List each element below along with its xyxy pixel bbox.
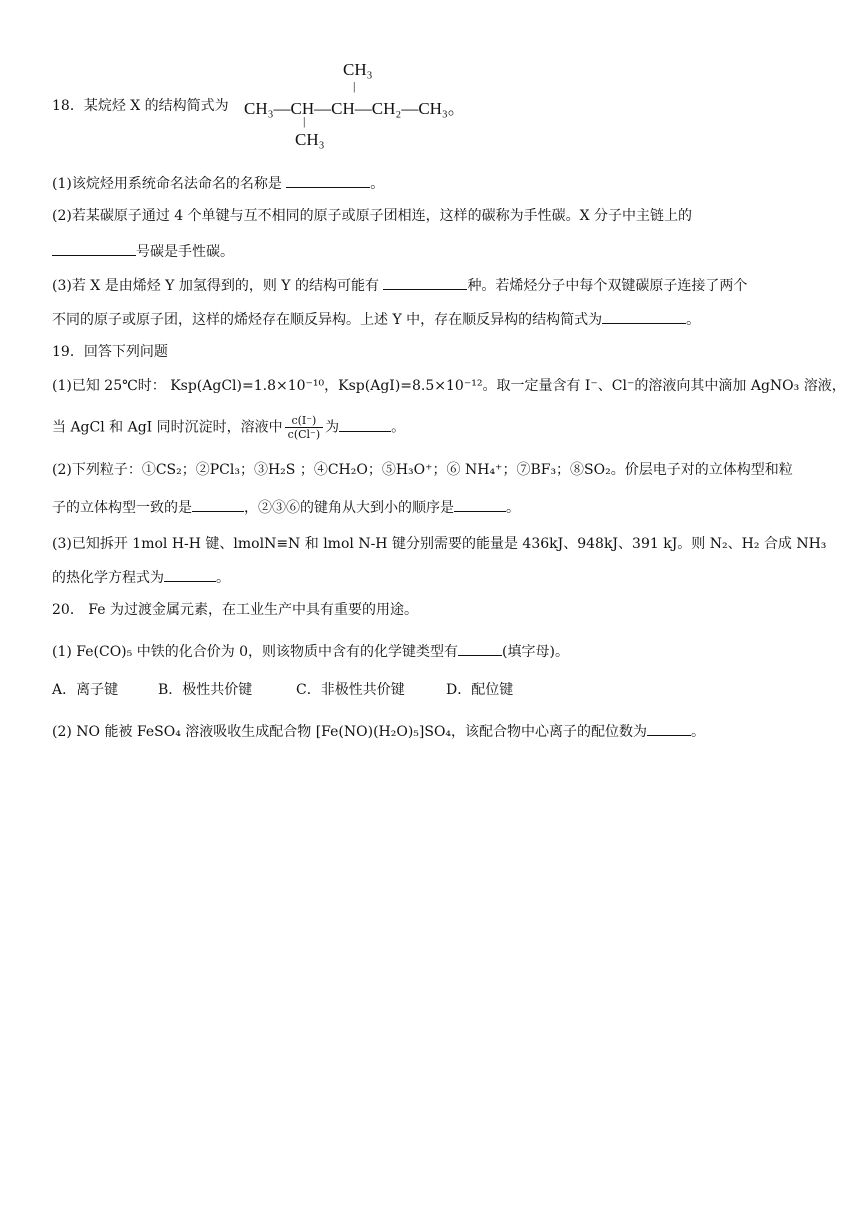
structure-top-bond: |	[353, 79, 356, 93]
structure-chain-text: CH₃—CH—CH—CH₂—CH₃	[244, 99, 448, 118]
option-c[interactable]: C．非极性共价键	[296, 682, 405, 698]
q18-p3b-text: 不同的原子或原子团，这样的烯烃存在顺反异构。上述 Y 中，存在顺反异构的结构简式为	[52, 312, 603, 328]
q18-stem	[52, 96, 229, 116]
q18-part1	[52, 172, 384, 194]
q19-p1b-end: 为	[325, 419, 340, 436]
q20-part2	[52, 720, 705, 742]
q20-part1	[52, 640, 569, 662]
q18-part3-line2	[52, 308, 700, 330]
fraction-numerator: c(I⁻)	[285, 414, 323, 428]
q18-p3-mid: 种。若烯烃分子中每个双键碳原子连接了两个	[467, 278, 748, 294]
option-d[interactable]: D．配位键	[446, 682, 514, 698]
q19-p2b-mid: ，②③⑥的键角从大到小的顺序是	[244, 500, 454, 516]
q20-title: 20． Fe 为过渡金属元素，在工业生产中具有重要的用途。	[52, 602, 418, 618]
q20-options	[52, 680, 513, 700]
structure-bottom-bond: |	[303, 114, 306, 128]
answer-blank[interactable]	[602, 308, 686, 324]
q19-part3-line1: (3)已知拆开 1mol H-H 键、lmolN≡N 和 lmol N-H 键分别需要的能量是 436kJ、948kJ、391 kJ。则 N₂、H₂ 合成 NH₃	[52, 536, 827, 552]
answer-blank[interactable]	[647, 720, 691, 736]
structure-end: 。	[447, 99, 465, 118]
q18-p2-end: 号碳是手性碳。	[136, 244, 234, 260]
q18-p3-text: (3)若 X 是由烯烃 Y 加氢得到的，则 Y 的结构可能有	[52, 278, 384, 294]
answer-blank[interactable]	[52, 240, 136, 256]
concentration-fraction	[285, 414, 323, 441]
structure-top-methyl: CH₃	[343, 60, 373, 79]
q20-p2-end: 。	[691, 724, 706, 740]
structure-main-chain	[244, 94, 465, 119]
q19-part2-line1: (2)下列粒子：①CS₂；②PCl₃；③H₂S ；④CH₂O；⑤H₃O⁺；⑥ NH₄⁺；⑦BF₃；⑧SO₂。价层电子对的立体构型和粒	[52, 462, 793, 478]
q18-p1-end: 。	[370, 176, 385, 192]
q20-p1-text: (1) Fe(CO)₅ 中铁的化合价为 0，则该物质中含有的化学键类型有	[52, 644, 459, 660]
q19-p1b-period: 。	[391, 419, 406, 436]
structure-bottom-methyl: CH₃	[295, 130, 325, 149]
option-b[interactable]: B．极性共价键	[158, 682, 253, 698]
answer-blank[interactable]	[339, 416, 391, 432]
answer-blank[interactable]	[454, 496, 506, 512]
q19-p3b-end: 。	[216, 570, 230, 586]
q19-part1-line1: (1)已知 25℃时： Ksp(AgCl)=1.8×10⁻¹⁰，Ksp(AgI)=8.5×10⁻¹²。取一定量含有 I⁻、Cl⁻的溶液向其中滴加 AgNO₃ 溶液，	[52, 378, 846, 394]
q18-p1-text: (1)该烷烃用系统命名法命名的名称是	[52, 176, 287, 192]
q18-stem-text: 18．某烷烃 X 的结构简式为	[52, 98, 229, 114]
q19-title: 19．回答下列问题	[52, 344, 168, 360]
answer-blank[interactable]	[164, 566, 216, 582]
q20-p2-text: (2) NO 能被 FeSO₄ 溶液吸收生成配合物 [Fe(NO)(H₂O)₅]SO₄，该配合物中心离子的配位数为	[52, 724, 648, 740]
q19-part3-line2	[52, 566, 230, 588]
q19-part2-line2	[52, 496, 520, 518]
q19-part1-line2	[52, 414, 405, 441]
q19-p2b-end: 。	[506, 500, 520, 516]
q18-part3-line1	[52, 274, 747, 296]
q18-part2-line1: (2)若某碳原子通过 4 个单键与互不相同的原子或原子团相连，这样的碳称为手性碳。X 分子中主链上的	[52, 208, 693, 224]
q20-p1-end: (填字母)。	[502, 644, 569, 660]
q19-p3b-text: 的热化学方程式为	[52, 570, 164, 586]
option-a[interactable]: A．离子键	[52, 682, 119, 698]
q19-p1b-text: 当 AgCl 和 AgI 同时沉淀时，溶液中	[52, 419, 283, 436]
q18-part2-line2	[52, 240, 234, 262]
answer-blank[interactable]	[286, 172, 370, 188]
answer-blank[interactable]	[192, 496, 244, 512]
answer-blank[interactable]	[383, 274, 467, 290]
fraction-denominator: c(Cl⁻)	[287, 428, 321, 441]
answer-blank[interactable]	[458, 640, 502, 656]
q18-p3b-end: 。	[686, 312, 701, 328]
q19-p2b-text: 子的立体构型一致的是	[52, 500, 192, 516]
